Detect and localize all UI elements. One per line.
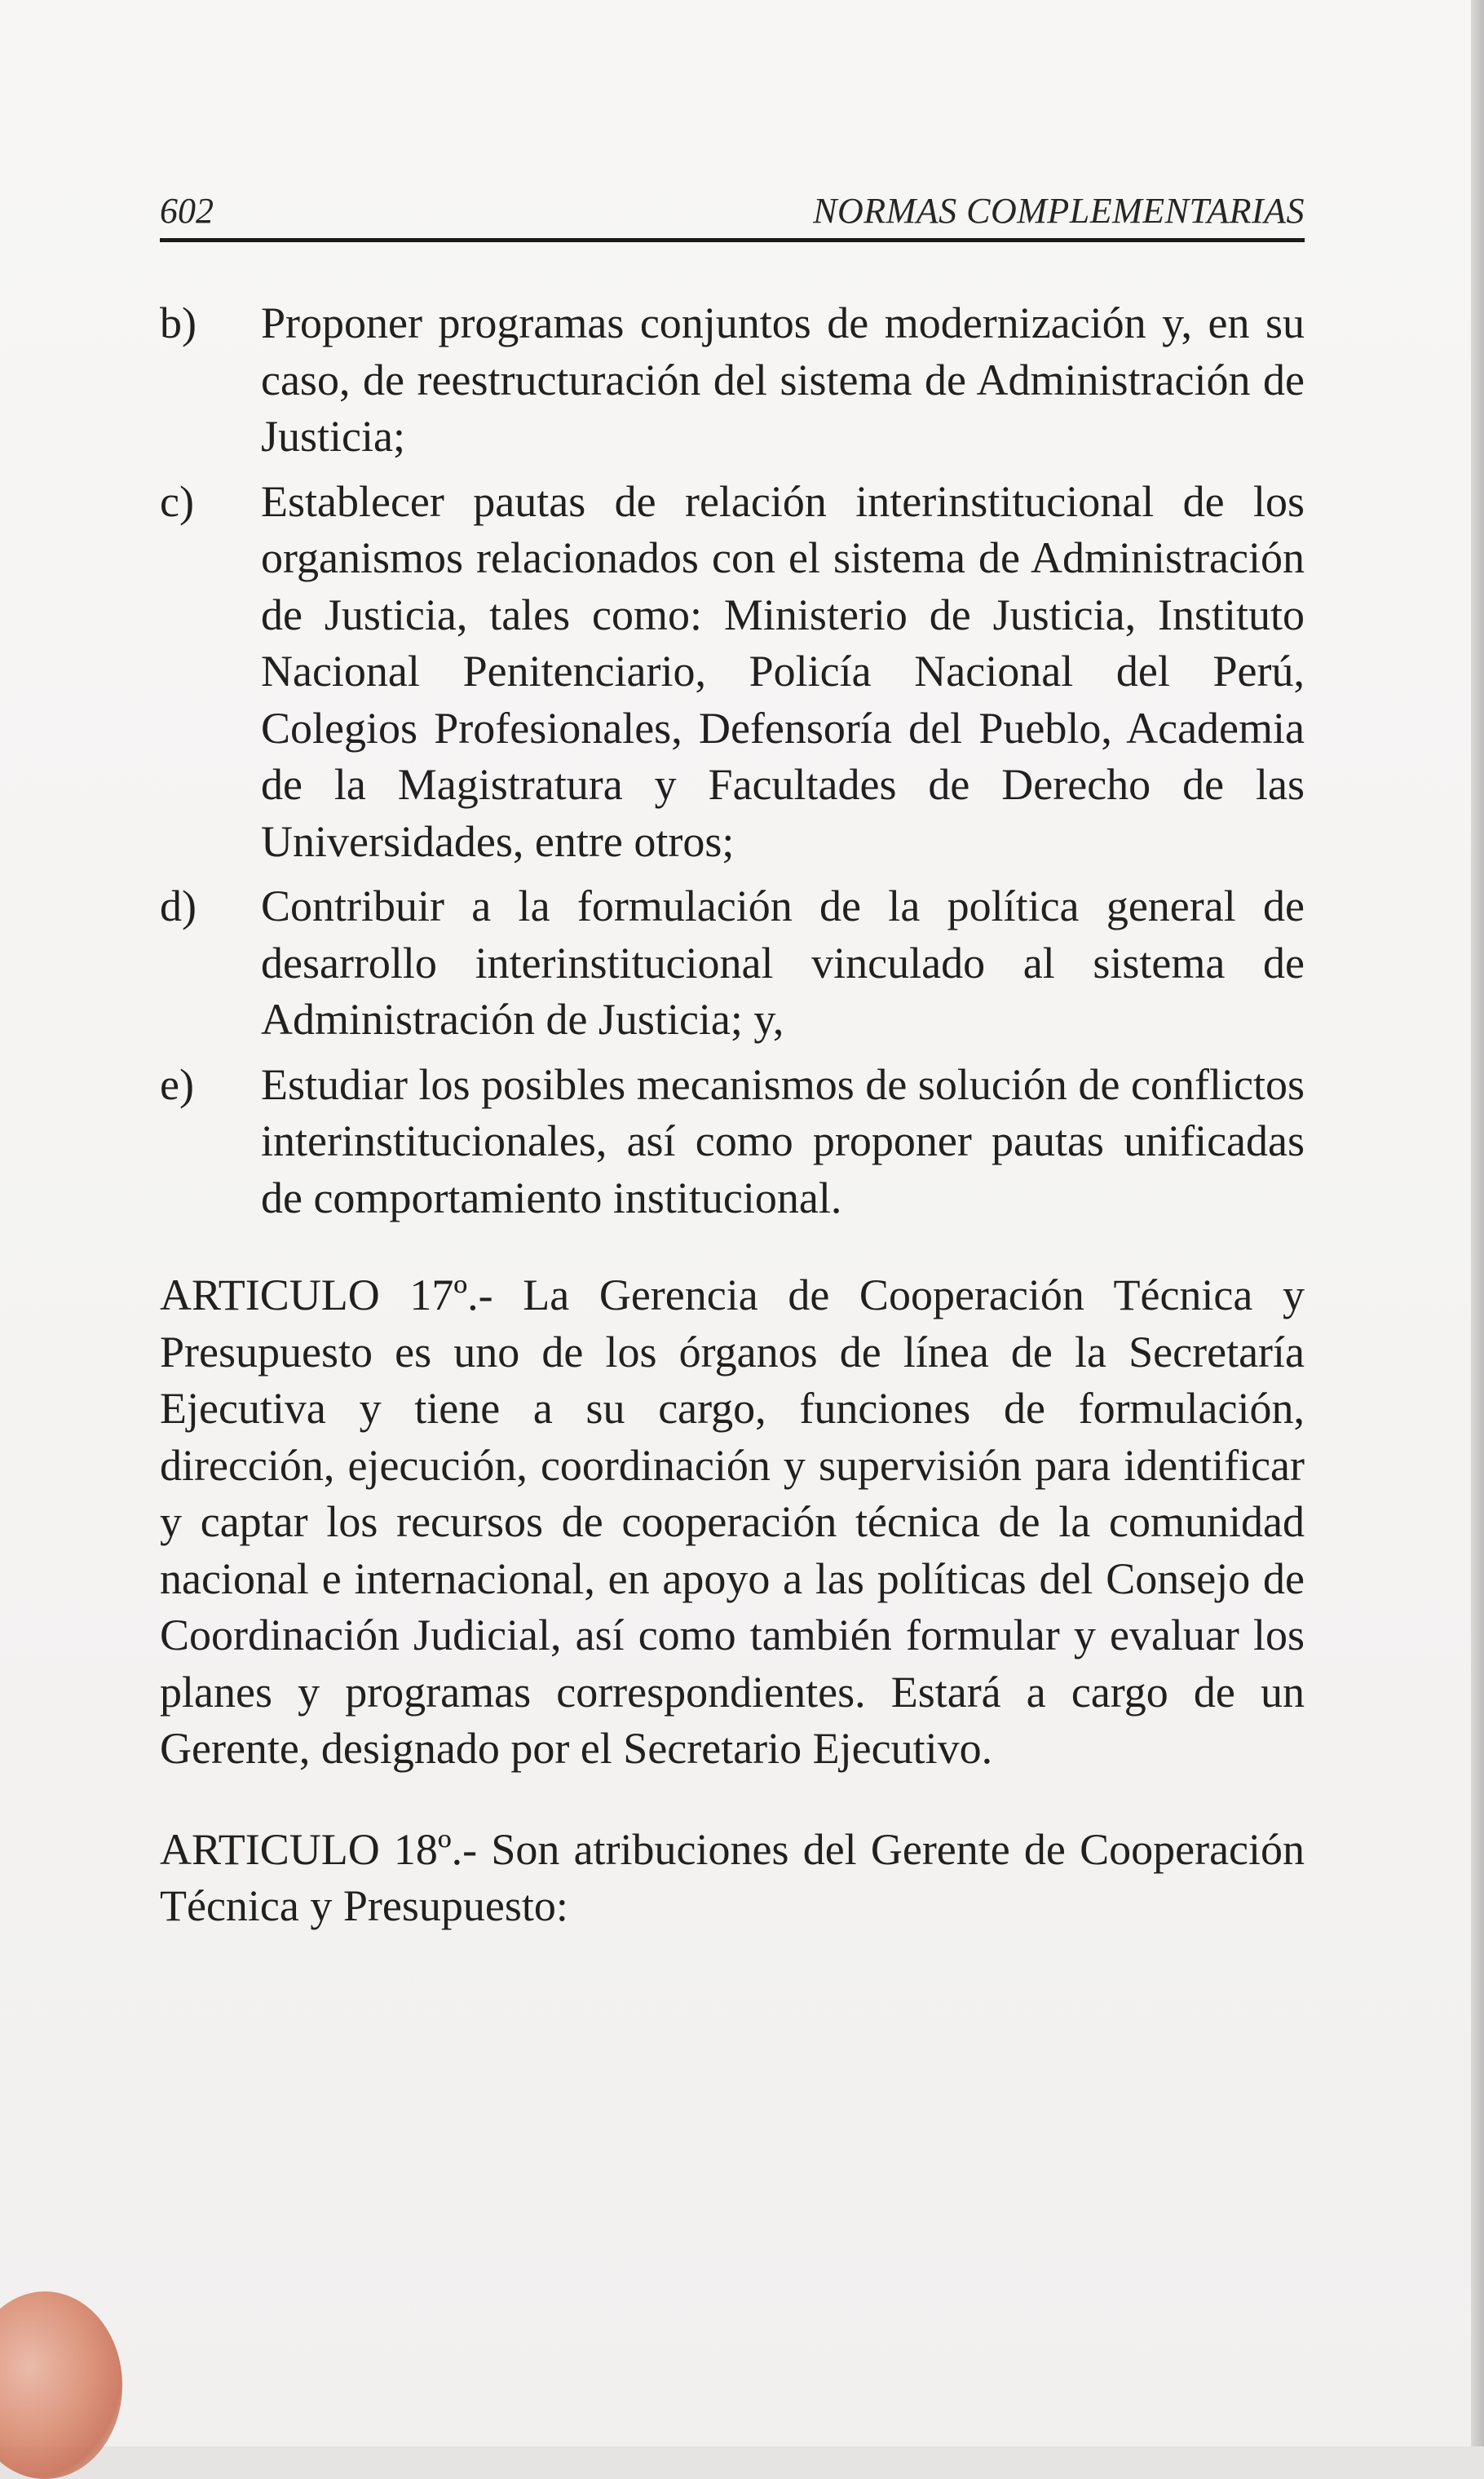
item-letter: d) — [160, 882, 197, 930]
page-edge-shadow — [1471, 0, 1484, 2446]
page-number: 602 — [160, 191, 214, 231]
list-item-b — [160, 295, 1305, 466]
article-heading: ARTICULO 17º.- — [160, 1270, 493, 1319]
list-item-d — [160, 878, 1305, 1049]
item-text: Estudiar los posibles mecanismos de solución de conflictos interinstitucionales, así como proponer pautas unificadas de comportamiento institucional. — [261, 1059, 1305, 1222]
article-heading: ARTICULO 18º.- — [160, 1824, 478, 1874]
item-letter: b) — [160, 298, 197, 347]
item-letter: c) — [160, 476, 194, 526]
page-body — [160, 295, 1305, 1979]
item-text: Proponer programas conjuntos de modernización y, en su caso, de reestructuración del sistema de Administración de Justicia; — [261, 298, 1305, 461]
list-item-e — [160, 1057, 1305, 1227]
article-text: La Gerencia de Cooperación Técnica y Presupuesto es uno de los órganos de línea de la Secretaría Ejecutiva y tiene a su cargo, funciones de formulación, dirección, ejecución, coordinación y supervisión para identificar y captar los recursos de cooperación técnica de la comunidad nacional e internacional, en apoyo a las políticas del Consejo de Coordinación Judicial, así como también formular y evaluar los planes y programas correspondientes. Estará a cargo de un Gerente, designado por el Secretario Ejecutivo. — [160, 1270, 1305, 1773]
article-17 — [160, 1267, 1305, 1778]
article-text: Son atribuciones del Gerente de Cooperación Técnica y Presupuesto: — [160, 1824, 1305, 1930]
page-header — [160, 189, 1305, 242]
item-text: Contribuir a la formulación de la política general de desarrollo interinstitucional vinculado al sistema de Administración de Justicia; y, — [261, 882, 1305, 1044]
item-letter: e) — [160, 1059, 194, 1109]
list-item-c — [160, 474, 1305, 871]
item-text: Establecer pautas de relación interinstitucional de los organismos relacionados con el sistema de Administración de Justicia, tales como: Ministerio de Justicia, Instituto Nacional Penitenciario, Policía Nacional del Perú, Colegios Profesionales, Defensoría del Pueblo, Academia de la Magistratura y Facultades de Derecho de las Universidades, entre otros; — [261, 476, 1305, 866]
running-title: NORMAS COMPLEMENTARIAS — [813, 191, 1305, 231]
article-18 — [160, 1822, 1305, 1935]
